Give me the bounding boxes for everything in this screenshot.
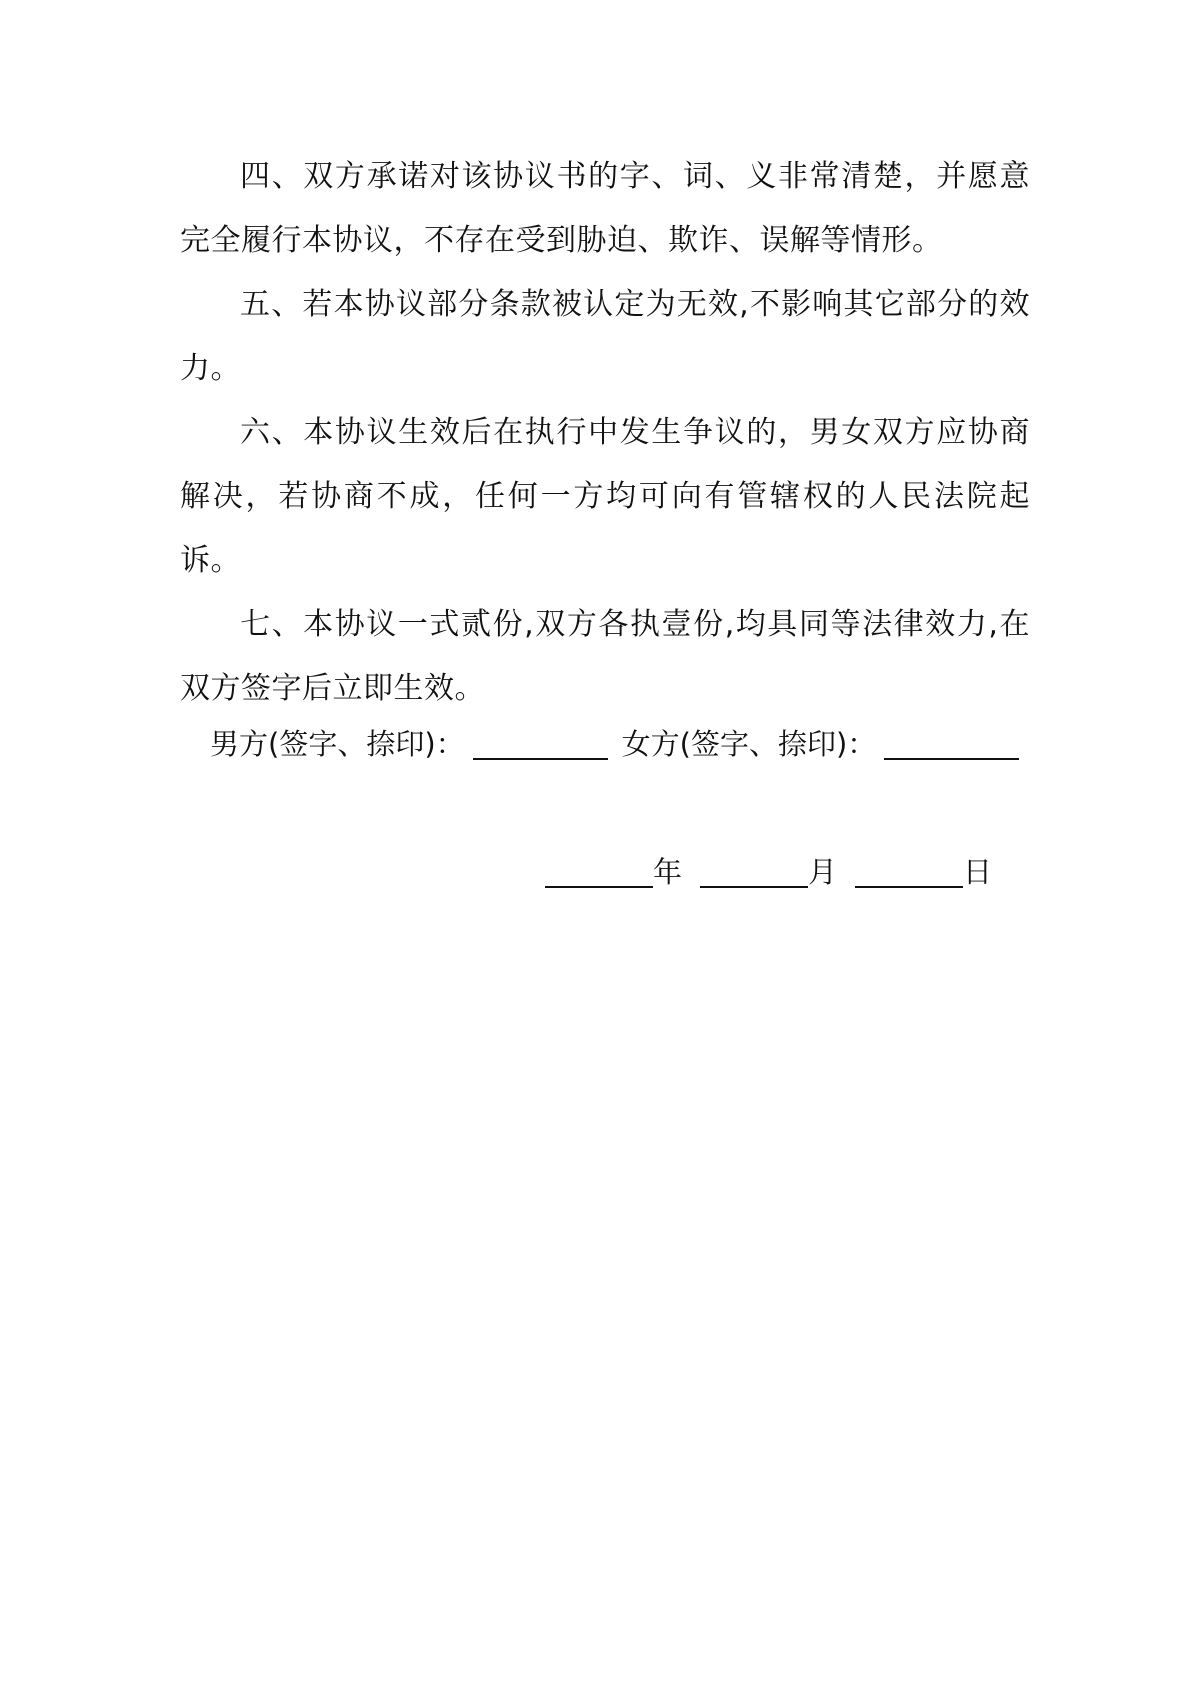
year-blank[interactable] <box>545 856 653 888</box>
month-blank[interactable] <box>700 856 808 888</box>
date-row <box>545 852 992 892</box>
female-signature-blank[interactable] <box>884 728 1019 760</box>
clause-seven: 七、本协议一式贰份,双方各执壹份,均具同等法律效力,在双方签字后立即生效。 <box>180 607 1030 706</box>
year-label: 年 <box>653 855 683 889</box>
clause-four: 四、双方承诺对该协议书的字、词、义非常清楚，并愿意完全履行本协议，不存在受到胁迫、欺诈、误解等情形。 <box>180 159 1030 258</box>
clause-six: 六、本协议生效后在执行中发生争议的，男女双方应协商解决，若协商不成，任何一方均可向有管辖权的人民法院起诉。 <box>180 415 1030 578</box>
signature-row <box>210 724 1019 764</box>
clause-five: 五、若本协议部分条款被认定为无效,不影响其它部分的效力。 <box>180 287 1030 386</box>
male-signature-label: 男方(签字、捺印)： <box>210 727 465 761</box>
agreement-body <box>180 145 1030 721</box>
day-label: 日 <box>963 855 993 889</box>
male-signature-blank[interactable] <box>473 728 608 760</box>
female-signature-label: 女方(签字、捺印)： <box>621 727 877 761</box>
day-blank[interactable] <box>855 856 963 888</box>
month-label: 月 <box>808 855 838 889</box>
